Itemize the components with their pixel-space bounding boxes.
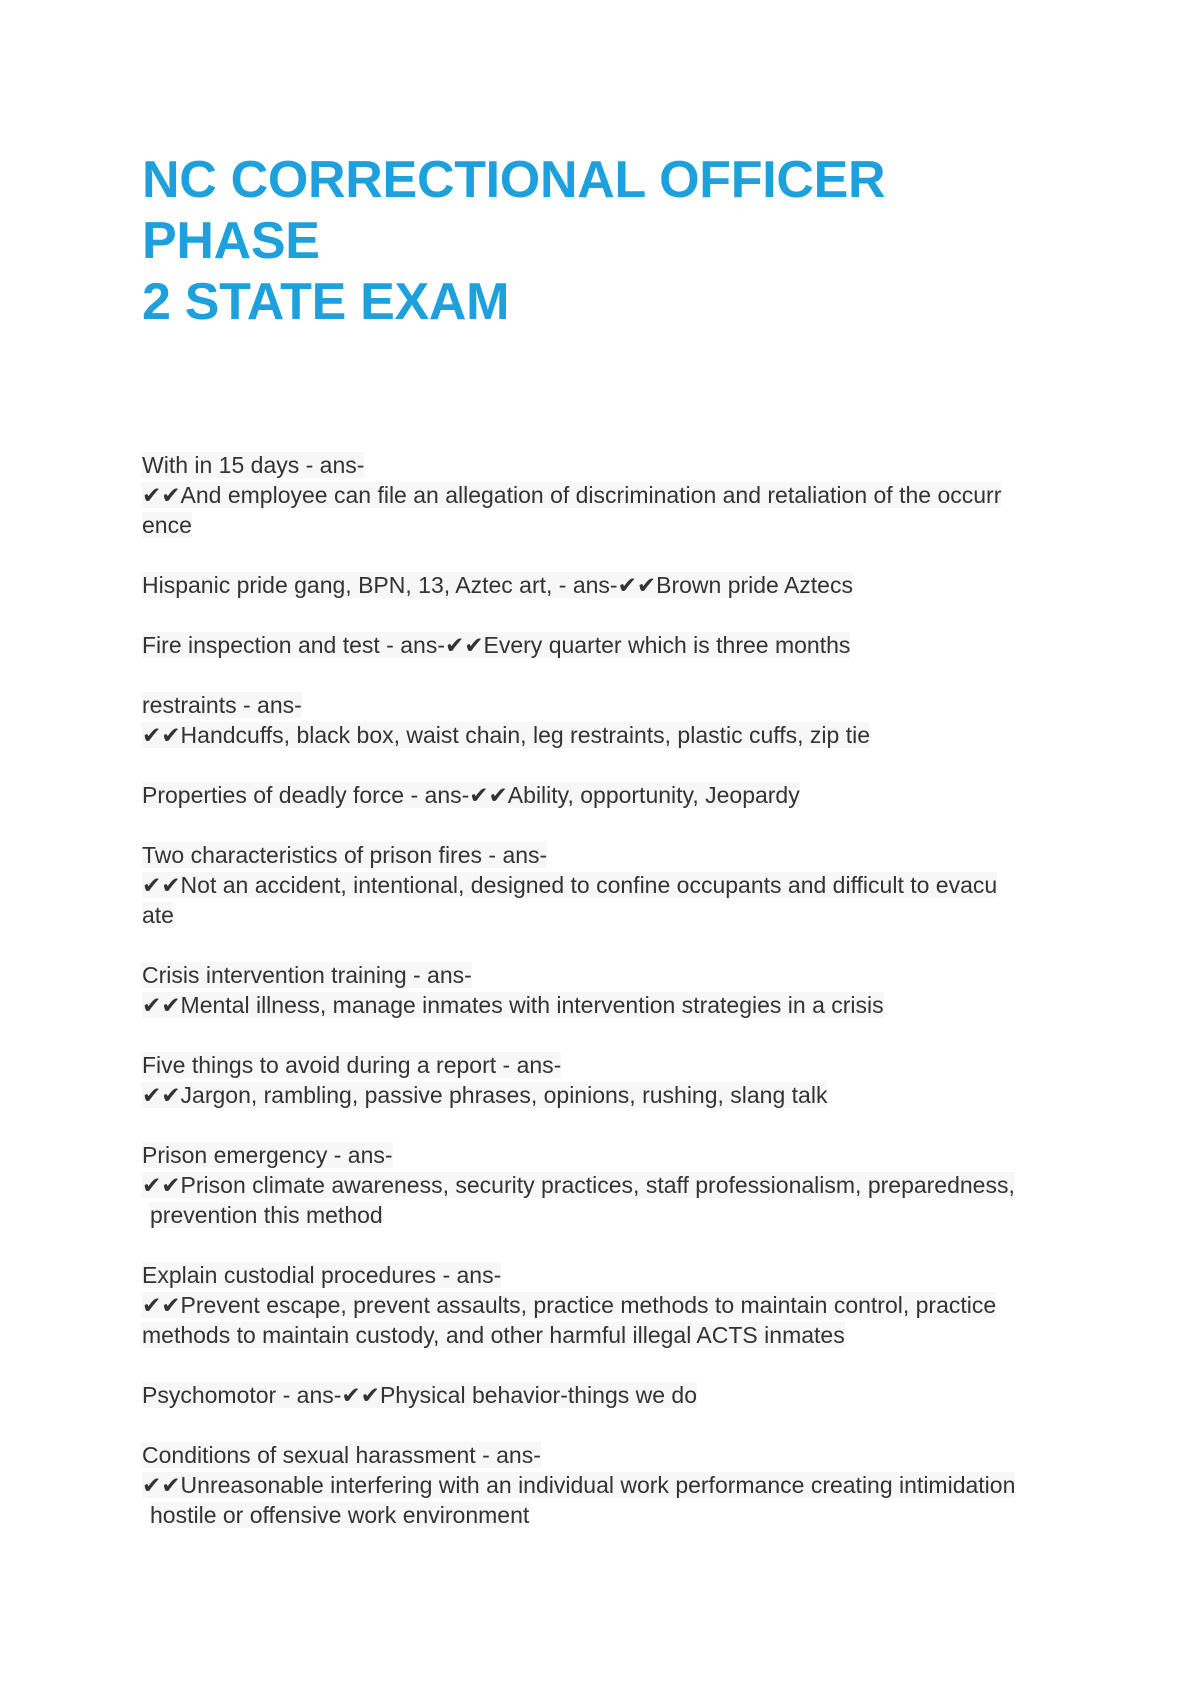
qa-item [142,1140,1072,1230]
document-title [142,150,1062,333]
qa-item [142,960,1072,1020]
qa-item [142,1440,1072,1530]
qa-item [142,450,1072,540]
qa-answer: ✔✔Prison climate awareness, security practices, staff professionalism, preparedness, [142,1172,1015,1198]
qa-question-answer: Fire inspection and test - ans-✔✔Every quarter which is three months [142,632,851,658]
qa-answer: ✔✔And employee can file an allegation of discrimination and retaliation of the occurr [142,482,1002,508]
qa-question: Two characteristics of prison fires - ans- [142,842,548,868]
document-title-line: NC CORRECTIONAL OFFICER PHASE [142,151,886,270]
qa-item [142,780,1072,810]
qa-question: Crisis intervention training - ans- [142,962,472,988]
qa-list [142,450,1072,1560]
qa-question: Explain custodial procedures - ans- [142,1262,502,1288]
qa-item [142,630,1072,660]
qa-answer: ✔✔Mental illness, manage inmates with intervention strategies in a crisis [142,992,884,1018]
qa-item [142,840,1072,930]
qa-answer-continuation: ate [142,902,174,928]
qa-answer: ✔✔Not an accident, intentional, designed to confine occupants and difficult to evacu [142,872,998,898]
qa-item [142,690,1072,750]
qa-item [142,1050,1072,1110]
qa-question-answer: Properties of deadly force - ans-✔✔Ability, opportunity, Jeopardy [142,782,800,808]
qa-answer: ✔✔Handcuffs, black box, waist chain, leg restraints, plastic cuffs, zip tie [142,722,871,748]
qa-item [142,570,1072,600]
qa-answer: ✔✔Jargon, rambling, passive phrases, opinions, rushing, slang talk [142,1082,828,1108]
qa-question: restraints - ans- [142,692,302,718]
qa-question: With in 15 days - ans- [142,452,365,478]
qa-answer-continuation: hostile or offensive work environment [150,1502,530,1528]
qa-answer-continuation: prevention this method [150,1202,383,1228]
qa-question-answer: Psychomotor - ans-✔✔Physical behavior-things we do [142,1382,697,1408]
document-title-line: 2 STATE EXAM [142,273,510,331]
qa-item [142,1380,1072,1410]
qa-question: Five things to avoid during a report - ans- [142,1052,562,1078]
qa-answer-continuation: ence [142,512,192,538]
qa-question-answer: Hispanic pride gang, BPN, 13, Aztec art, - ans-✔✔Brown pride Aztecs [142,572,853,598]
qa-question: Conditions of sexual harassment - ans- [142,1442,541,1468]
qa-answer-continuation: methods to maintain custody, and other harmful illegal ACTS inmates [142,1322,845,1348]
qa-item [142,1260,1072,1350]
qa-answer: ✔✔Prevent escape, prevent assaults, practice methods to maintain control, practice [142,1292,997,1318]
qa-answer: ✔✔Unreasonable interfering with an individual work performance creating intimidation [142,1472,1016,1498]
qa-question: Prison emergency - ans- [142,1142,393,1168]
